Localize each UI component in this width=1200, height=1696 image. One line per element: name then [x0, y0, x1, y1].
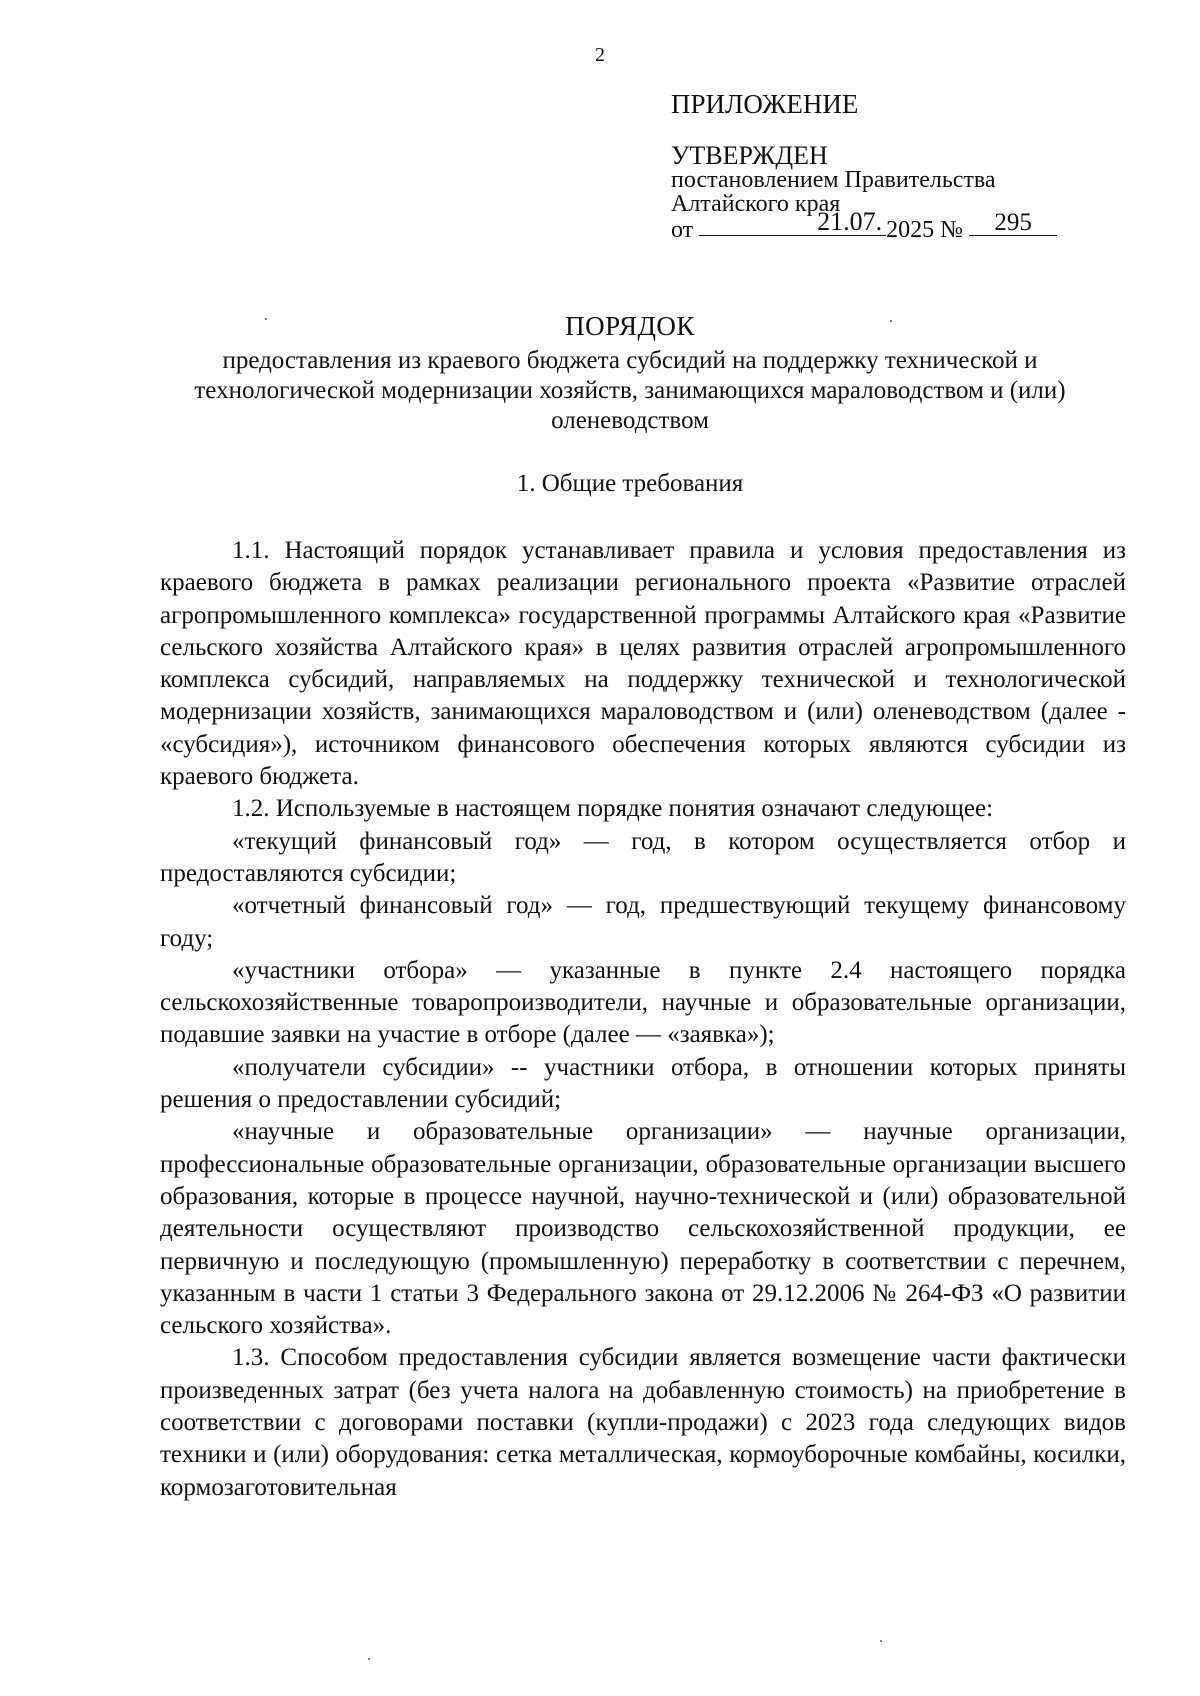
scan-speck [368, 1658, 370, 1660]
date-prefix: от [671, 217, 694, 244]
section-heading: 1. Общие требования [516, 470, 744, 497]
approval-block [671, 142, 1091, 244]
scan-speck [265, 318, 267, 320]
document-title-block [150, 312, 1110, 436]
definition-participants: «участники отбора» — указанные в пункте 2.4 настоящего порядка сельскохозяйственные товаропроизводители, научные и образовательные организации, подавшие заявки на участие в отборе (далее — «заявка»); [160, 956, 1126, 1049]
section-body [160, 535, 1126, 1504]
appendix-label: ПРИЛОЖЕНИЕ [671, 89, 859, 119]
page-number: 2 [595, 44, 605, 66]
approval-issuer-line: постановлением Правительства [671, 167, 996, 194]
approval-region-line: Алтайского края [671, 190, 841, 217]
approval-year: 2025 № [886, 217, 964, 244]
approval-number: 295 [969, 210, 1057, 236]
paragraph-1-2: 1.2. Используемые в настоящем порядке понятия означают следующее: [232, 795, 994, 823]
definition-recipients: «получатели субсидии» -- участники отбора, в отношении которых приняты решения о предоставлении субсидий; [160, 1053, 1126, 1114]
document-title: ПОРЯДОК [565, 311, 695, 341]
approval-title: УТВЕРЖДЕН [671, 141, 828, 170]
approval-date: 21.07. [699, 209, 886, 236]
definition-current-year: «текущий финансовый год» — год, в котором осуществляется отбор и предоставляются субсидии; [160, 827, 1126, 887]
document-subtitle: предоставления из краевого бюджета субсидий на поддержку технической и технологической модернизации хозяйств, занимающихся мараловодством и (или) оленеводством [194, 346, 1066, 434]
paragraph-1-1: 1.1. Настоящий порядок устанавливает правила и условия предоставления из краевого бюджета в рамках реализации регионального проекта «Развитие отраслей агропромышленного комплекса» государственной программы Алтайского края «Развитие сельского хозяйства Алтайского края» в целях развития отраслей агропромышленного комплекса субсидий, направляемых на поддержку технической и технологической модернизации хозяйств, занимающихся мараловодством и (или) оленеводством (далее - «субсидия»), источником финансового обеспечения которых являются субсидии из краевого бюджета. [160, 537, 1126, 791]
approval-date-line [671, 207, 1091, 244]
definition-reporting-year: «отчетный финансовый год» — год, предшествующий текущему финансовому году; [160, 892, 1126, 952]
scan-speck [890, 320, 892, 322]
paragraph-1-3: 1.3. Способом предоставления субсидии является возмещение части фактически произведенных затрат (без учета налога на добавленную стоимость) на приобретение в соответствии с договорами поставки (купли-продажи) с 2023 года следующих видов техники и (или) оборудования: сетка металлическая, кормоуборочные комбайны, косилки, кормозаготовительная [160, 1344, 1126, 1501]
scan-speck [880, 1640, 882, 1642]
definition-organizations: «научные и образовательные организации» — научные организации, профессиональные образовательные организации, образовательные организации высшего образования, которые в процессе научной, научно-технической и (или) образовательной деятельности осуществляют производство сельскохозяйственной продукции, ее первичную и последующую (промышленную) переработку в соответствии с перечнем, указанным в части 1 статьи 3 Федерального закона от 29.12.2006 № 264-ФЗ «О развитии сельского хозяйства». [160, 1118, 1126, 1340]
